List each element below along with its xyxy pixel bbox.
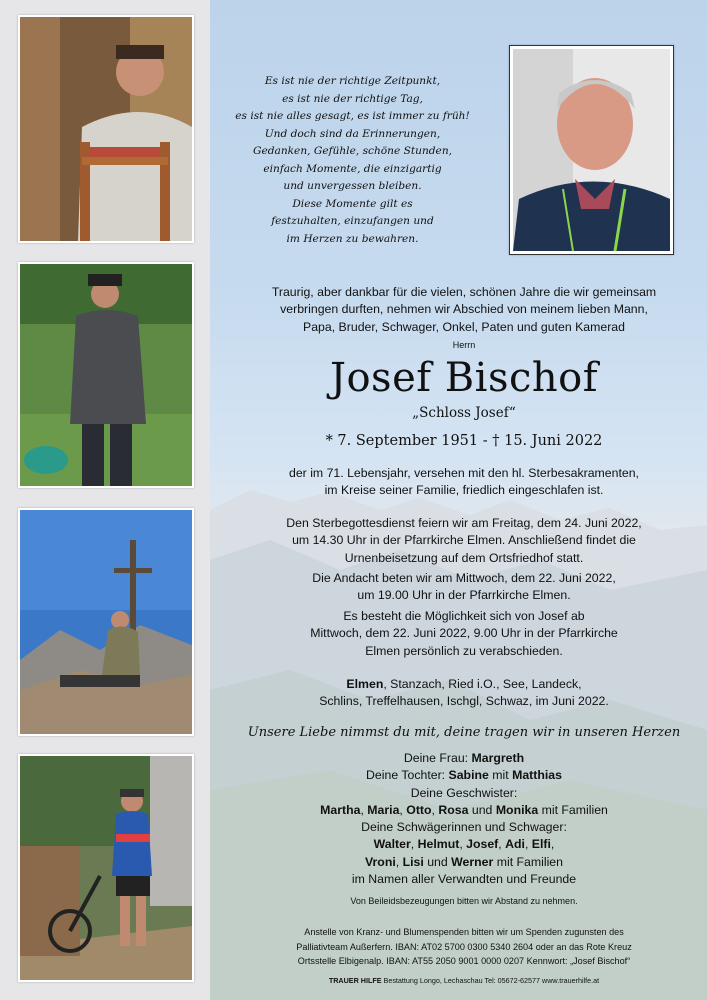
photo-man-outdoors <box>18 262 194 488</box>
nickname: „Schloss Josef“ <box>412 405 516 421</box>
deceased-name: Josef Bischof <box>329 355 599 401</box>
donation-line: Ortsstelle Elbigenalp. IBAN: AT55 2050 9001 0000 0207 Kennwort: „Josef Bischof“ <box>297 956 631 967</box>
places-line: Schlins, Treffelhausen, Ischgl, Schwaz, im Juni 2022. <box>319 694 609 709</box>
label: Deine Frau: <box>403 751 472 765</box>
name: Josef <box>466 837 499 852</box>
intro-line: Papa, Bruder, Schwager, Onkel, Paten und guten Kamerad <box>303 319 625 334</box>
prayer-line: Die Andacht beten wir am Mittwoch, dem 22. Juni 2022, <box>312 571 616 585</box>
life-dates: * 7. September 1951 - † 15. Juni 2022 <box>325 433 603 449</box>
connector: und <box>468 802 496 817</box>
motto: Unsere Liebe nimmst du mit, deine tragen wir in unseren Herzen <box>247 725 681 740</box>
family-siblings-label: Deine Geschwister: <box>410 785 518 800</box>
photo-summit-cross <box>18 508 194 736</box>
donation-line: Anstelle von Kranz- und Blumenspenden bitten wir um Spenden zugunsten des <box>304 927 624 937</box>
footer-text: Bestattung Longo, Lechaschau Tel: 05672-62577 www.trauerhilfe.at <box>381 976 600 985</box>
poem-line: es ist nie alles gesagt, es ist immer zu früh! <box>235 110 470 122</box>
label: Deine Tochter: <box>366 768 449 783</box>
name: Helmut <box>417 837 460 852</box>
poem-line: Es ist nie der richtige Zeitpunkt, <box>264 75 441 87</box>
prayer-line: um 19.00 Uhr in der Pfarrkirche Elmen. <box>357 588 571 603</box>
donation-line: Palliativteam Außerfern. IBAN: AT02 5700 0300 5340 2604 oder an das Rote Kreuz <box>296 941 632 952</box>
funeral-mass-text <box>226 515 702 567</box>
name: Adi <box>505 837 525 852</box>
farewell-text <box>226 608 702 660</box>
poem <box>225 73 480 248</box>
family-daughter <box>226 767 702 784</box>
lifespan-text <box>226 465 702 500</box>
poem-line: einfach Momente, die einzigartig <box>263 162 442 175</box>
family-wife <box>226 750 702 767</box>
photo-man-with-bicycle <box>18 754 194 982</box>
name: Werner <box>451 854 494 869</box>
intro-text <box>226 284 702 336</box>
footer <box>226 976 702 985</box>
intro-line: verbringen durften, nehmen wir Abschied von meinem lieben Mann, <box>280 302 648 317</box>
farewell-line: Es besteht die Möglichkeit sich von Josef ab <box>343 609 585 623</box>
family-siblings: Martha, Maria, Otto, Rosa und Monika mit Familien <box>320 802 608 817</box>
family-inlaws-label: Deine Schwägerinnen und Schwager: <box>361 820 567 835</box>
suffix: mit Familien <box>538 802 608 817</box>
suffix: mit Familien <box>493 854 563 869</box>
name: Maria <box>367 802 400 817</box>
lifespan-line: im Kreise seiner Familie, friedlich eingeschlafen ist. <box>324 483 604 498</box>
name: Vroni <box>365 854 396 869</box>
salutation: Herrn <box>452 340 476 350</box>
places-rest: , Stanzach, Ried i.O., See, Landeck, <box>383 677 582 691</box>
photo-man-on-chair <box>18 15 194 243</box>
name: Matthias <box>512 768 562 783</box>
footer-brand: TRAUER HILFE <box>328 976 382 985</box>
family-inlaws-2: Vroni, Lisi und Werner mit Familien <box>365 854 563 869</box>
poem-line: es ist nie der richtige Tag, <box>282 92 423 105</box>
family-list <box>226 750 702 888</box>
poem-line: Diese Momente gilt es <box>292 197 413 210</box>
poem-line: und unvergessen bleiben. <box>283 180 422 192</box>
poem-line: im Herzen zu bewahren. <box>286 232 419 245</box>
poem-line: Und doch sind da Erinnerungen, <box>264 127 441 140</box>
prayer-service-text <box>226 570 702 605</box>
name: Walter <box>373 837 411 852</box>
poem-line: Gedanken, Gefühle, schöne Stunden, <box>252 145 453 157</box>
places-text <box>226 676 702 711</box>
mass-line: um 14.30 Uhr in der Pfarrkirche Elmen. Anschließend findet die <box>292 533 636 548</box>
farewell-line: Mittwoch, dem 22. Juni 2022, 9.00 Uhr in der Pfarrkirche <box>310 626 618 641</box>
family-inlaws-1: Walter, Helmut, Josef, Adi, Elfi, <box>373 837 555 852</box>
condolence-note: Von Beileidsbezeugungen bitten wir Abstand zu nehmen. <box>350 896 578 906</box>
name: Elfi <box>531 837 551 852</box>
name: Lisi <box>402 854 424 869</box>
farewell-line: Elmen persönlich zu verabschieden. <box>365 643 563 658</box>
mass-line: Den Sterbegottesdienst feiern wir am Freitag, dem 24. Juni 2022, <box>286 516 642 530</box>
name: Margreth <box>471 751 525 765</box>
lifespan-line: der im 71. Lebensjahr, versehen mit den hl. Sterbesakramenten, <box>289 466 639 480</box>
name: Monika <box>495 802 539 817</box>
name: Martha <box>320 802 361 817</box>
place-bold: Elmen <box>346 677 384 691</box>
name: Rosa <box>438 802 469 817</box>
donation-note <box>226 925 702 969</box>
connector: und <box>423 854 452 869</box>
poem-line: festzuhalten, einzufangen und <box>271 215 434 227</box>
portrait-photo <box>509 45 674 255</box>
family-closing: im Namen aller Verwandten und Freunde <box>351 872 577 887</box>
intro-line: Traurig, aber dankbar für die vielen, schönen Jahre die wir gemeinsam <box>271 285 657 299</box>
name: Sabine <box>448 768 489 783</box>
connector: mit <box>488 768 513 783</box>
mass-line: Urnenbeisetzung auf dem Ortsfriedhof statt. <box>344 550 584 565</box>
places-line <box>226 676 702 693</box>
name: Otto <box>406 802 432 817</box>
